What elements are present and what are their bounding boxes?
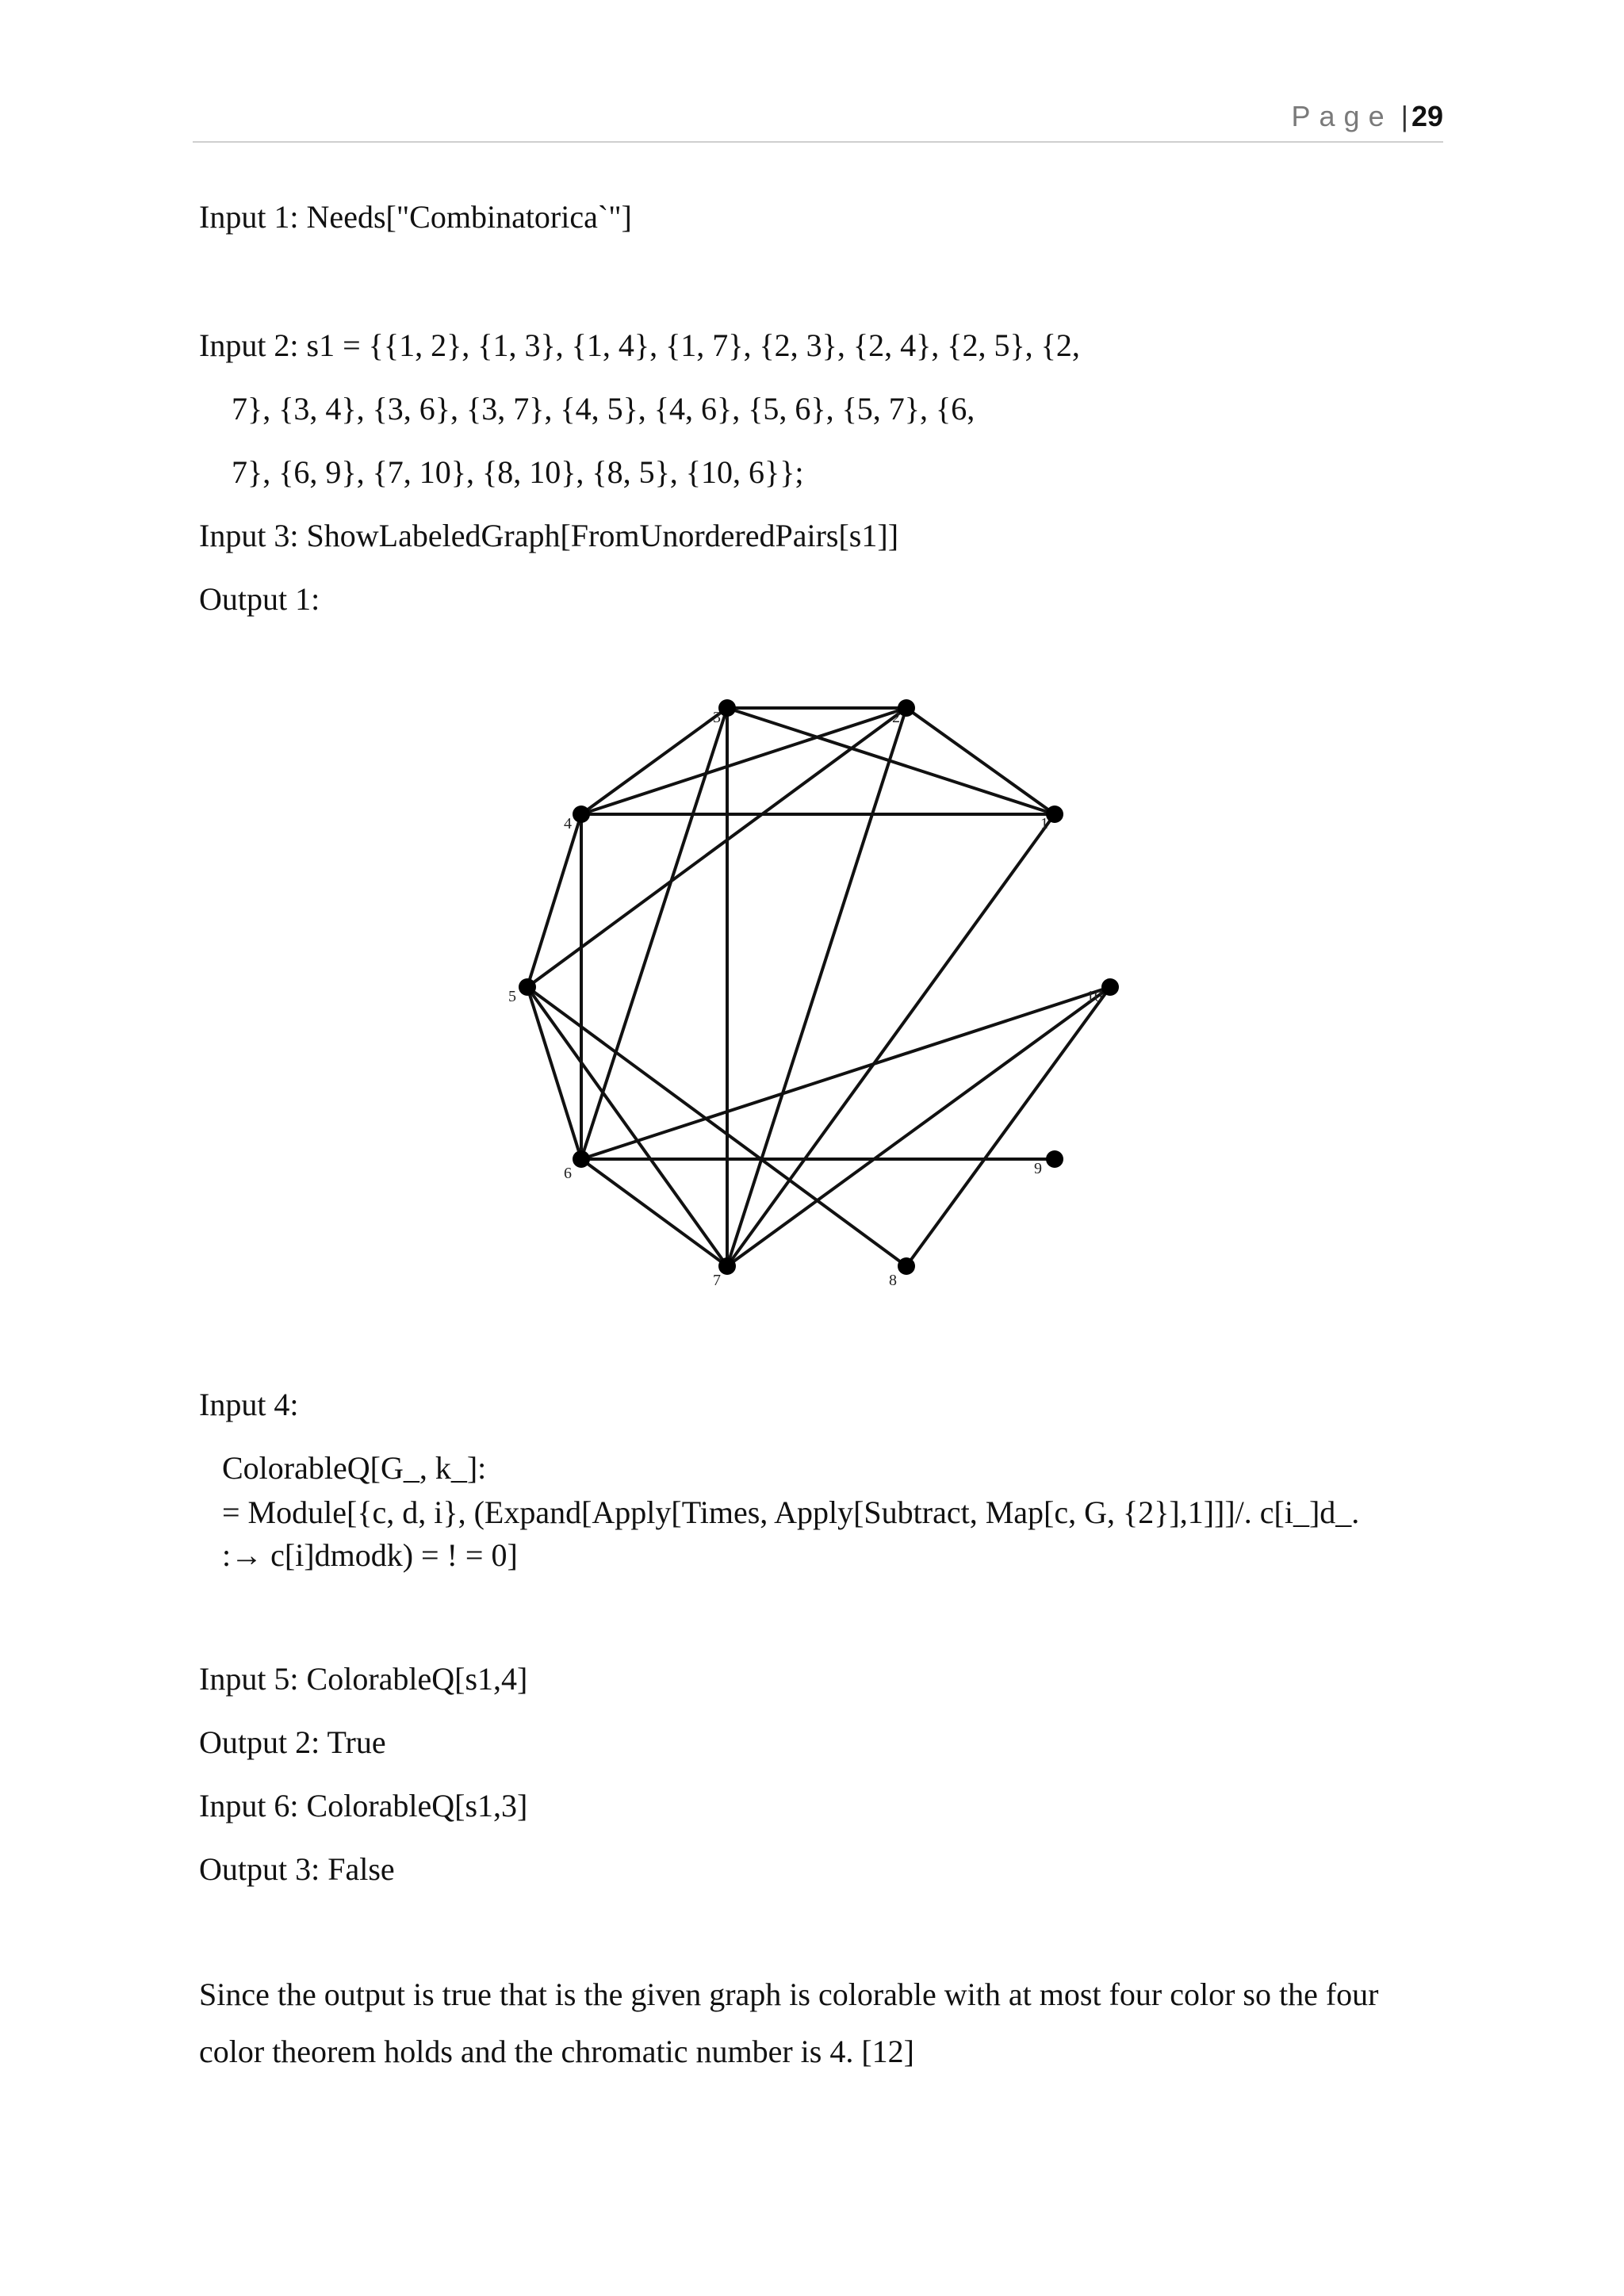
- formula-line-2: = Module[{c, d, i}, (Expand[Apply[Times, Apply[Subtract, Map[c, G, {2}],1]]]/. c[i_]d_.: [222, 1494, 1360, 1530]
- graph-vertex-5: [519, 978, 536, 996]
- graph-edge-5-7: [527, 987, 727, 1266]
- page-number: 29: [1411, 100, 1443, 132]
- graph-edge-1-2: [906, 708, 1055, 814]
- input-6-line: Input 6: ColorableQ[s1,3]: [199, 1788, 528, 1823]
- graph-vertex-label-8: 8: [889, 1272, 897, 1289]
- graph-vertex-label-3: 3: [713, 709, 721, 726]
- graph-edge-8-10: [906, 987, 1110, 1266]
- page-word: Page: [1291, 100, 1393, 132]
- output-3-line: Output 3: False: [199, 1851, 395, 1887]
- graph-vertex-3: [718, 699, 736, 717]
- input-1-line: Input 1: Needs["Combinatorica`"]: [199, 199, 632, 235]
- input-3-line: Input 3: ShowLabeledGraph[FromUnorderedPairs[s1]]: [199, 518, 899, 553]
- graph-vertex-label-2: 2: [892, 709, 900, 726]
- formula-line-1: ColorableQ[G_, k_]:: [222, 1450, 487, 1486]
- graph-vertex-1: [1046, 806, 1063, 823]
- graph-vertex-label-5: 5: [508, 988, 516, 1005]
- graph-edge-5-6: [527, 987, 581, 1159]
- formula-line-3: :→ c[i]dmodk) = ! = 0]: [222, 1537, 518, 1573]
- graph-vertex-label-1: 1: [1040, 815, 1048, 832]
- input-2-line-2: 7}, {3, 4}, {3, 6}, {3, 7}, {4, 5}, {4, 6}, {5, 6}, {5, 7}, {6,: [232, 391, 975, 427]
- input-2-line-1: Input 2: s1 = {{1, 2}, {1, 3}, {1, 4}, {1, 7}, {2, 3}, {2, 4}, {2, 5}, {2,: [199, 327, 1080, 363]
- conclusion-paragraph: Since the output is true that is the given graph is colorable with at most four color so the four color theorem holds and the chromatic number is 4. [12]: [199, 1976, 1379, 2069]
- input-4-label: Input 4:: [199, 1387, 299, 1422]
- input-2-line-3: 7}, {6, 9}, {7, 10}, {8, 10}, {8, 5}, {10, 6}};: [232, 454, 804, 490]
- graph-edge-1-7: [727, 814, 1055, 1266]
- graph-vertex-7: [718, 1257, 736, 1275]
- input-5-line: Input 5: ColorableQ[s1,4]: [199, 1661, 528, 1697]
- graph-edge-10-6: [581, 987, 1110, 1159]
- graph-vertex-label-4: 4: [564, 815, 572, 832]
- graph-vertex-6: [573, 1150, 590, 1168]
- graph-vertex-10: [1101, 978, 1119, 996]
- graph-vertex-label-6: 6: [564, 1165, 572, 1182]
- graph-vertex-9: [1046, 1150, 1063, 1168]
- graph-vertex-2: [898, 699, 915, 717]
- graph-vertex-label-9: 9: [1034, 1160, 1042, 1177]
- graph-edge-4-5: [527, 814, 581, 987]
- graph-edge-2-5: [527, 708, 906, 987]
- graph-edge-2-7: [727, 708, 906, 1266]
- graph-vertex-label-10: 10: [1086, 988, 1102, 1005]
- graph-edge-8-5: [527, 987, 906, 1266]
- graph-edge-6-7: [581, 1159, 727, 1266]
- graph-edge-3-4: [581, 708, 727, 814]
- graph-vertex-8: [898, 1257, 915, 1275]
- output-1-label: Output 1:: [199, 581, 320, 617]
- graph-edge-2-4: [581, 708, 906, 814]
- graph-vertex-4: [573, 806, 590, 823]
- graph-edge-7-10: [727, 987, 1110, 1266]
- graph-vertex-label-7: 7: [713, 1272, 721, 1289]
- output-2-line: Output 2: True: [199, 1724, 386, 1760]
- page-separator: |: [1400, 100, 1408, 132]
